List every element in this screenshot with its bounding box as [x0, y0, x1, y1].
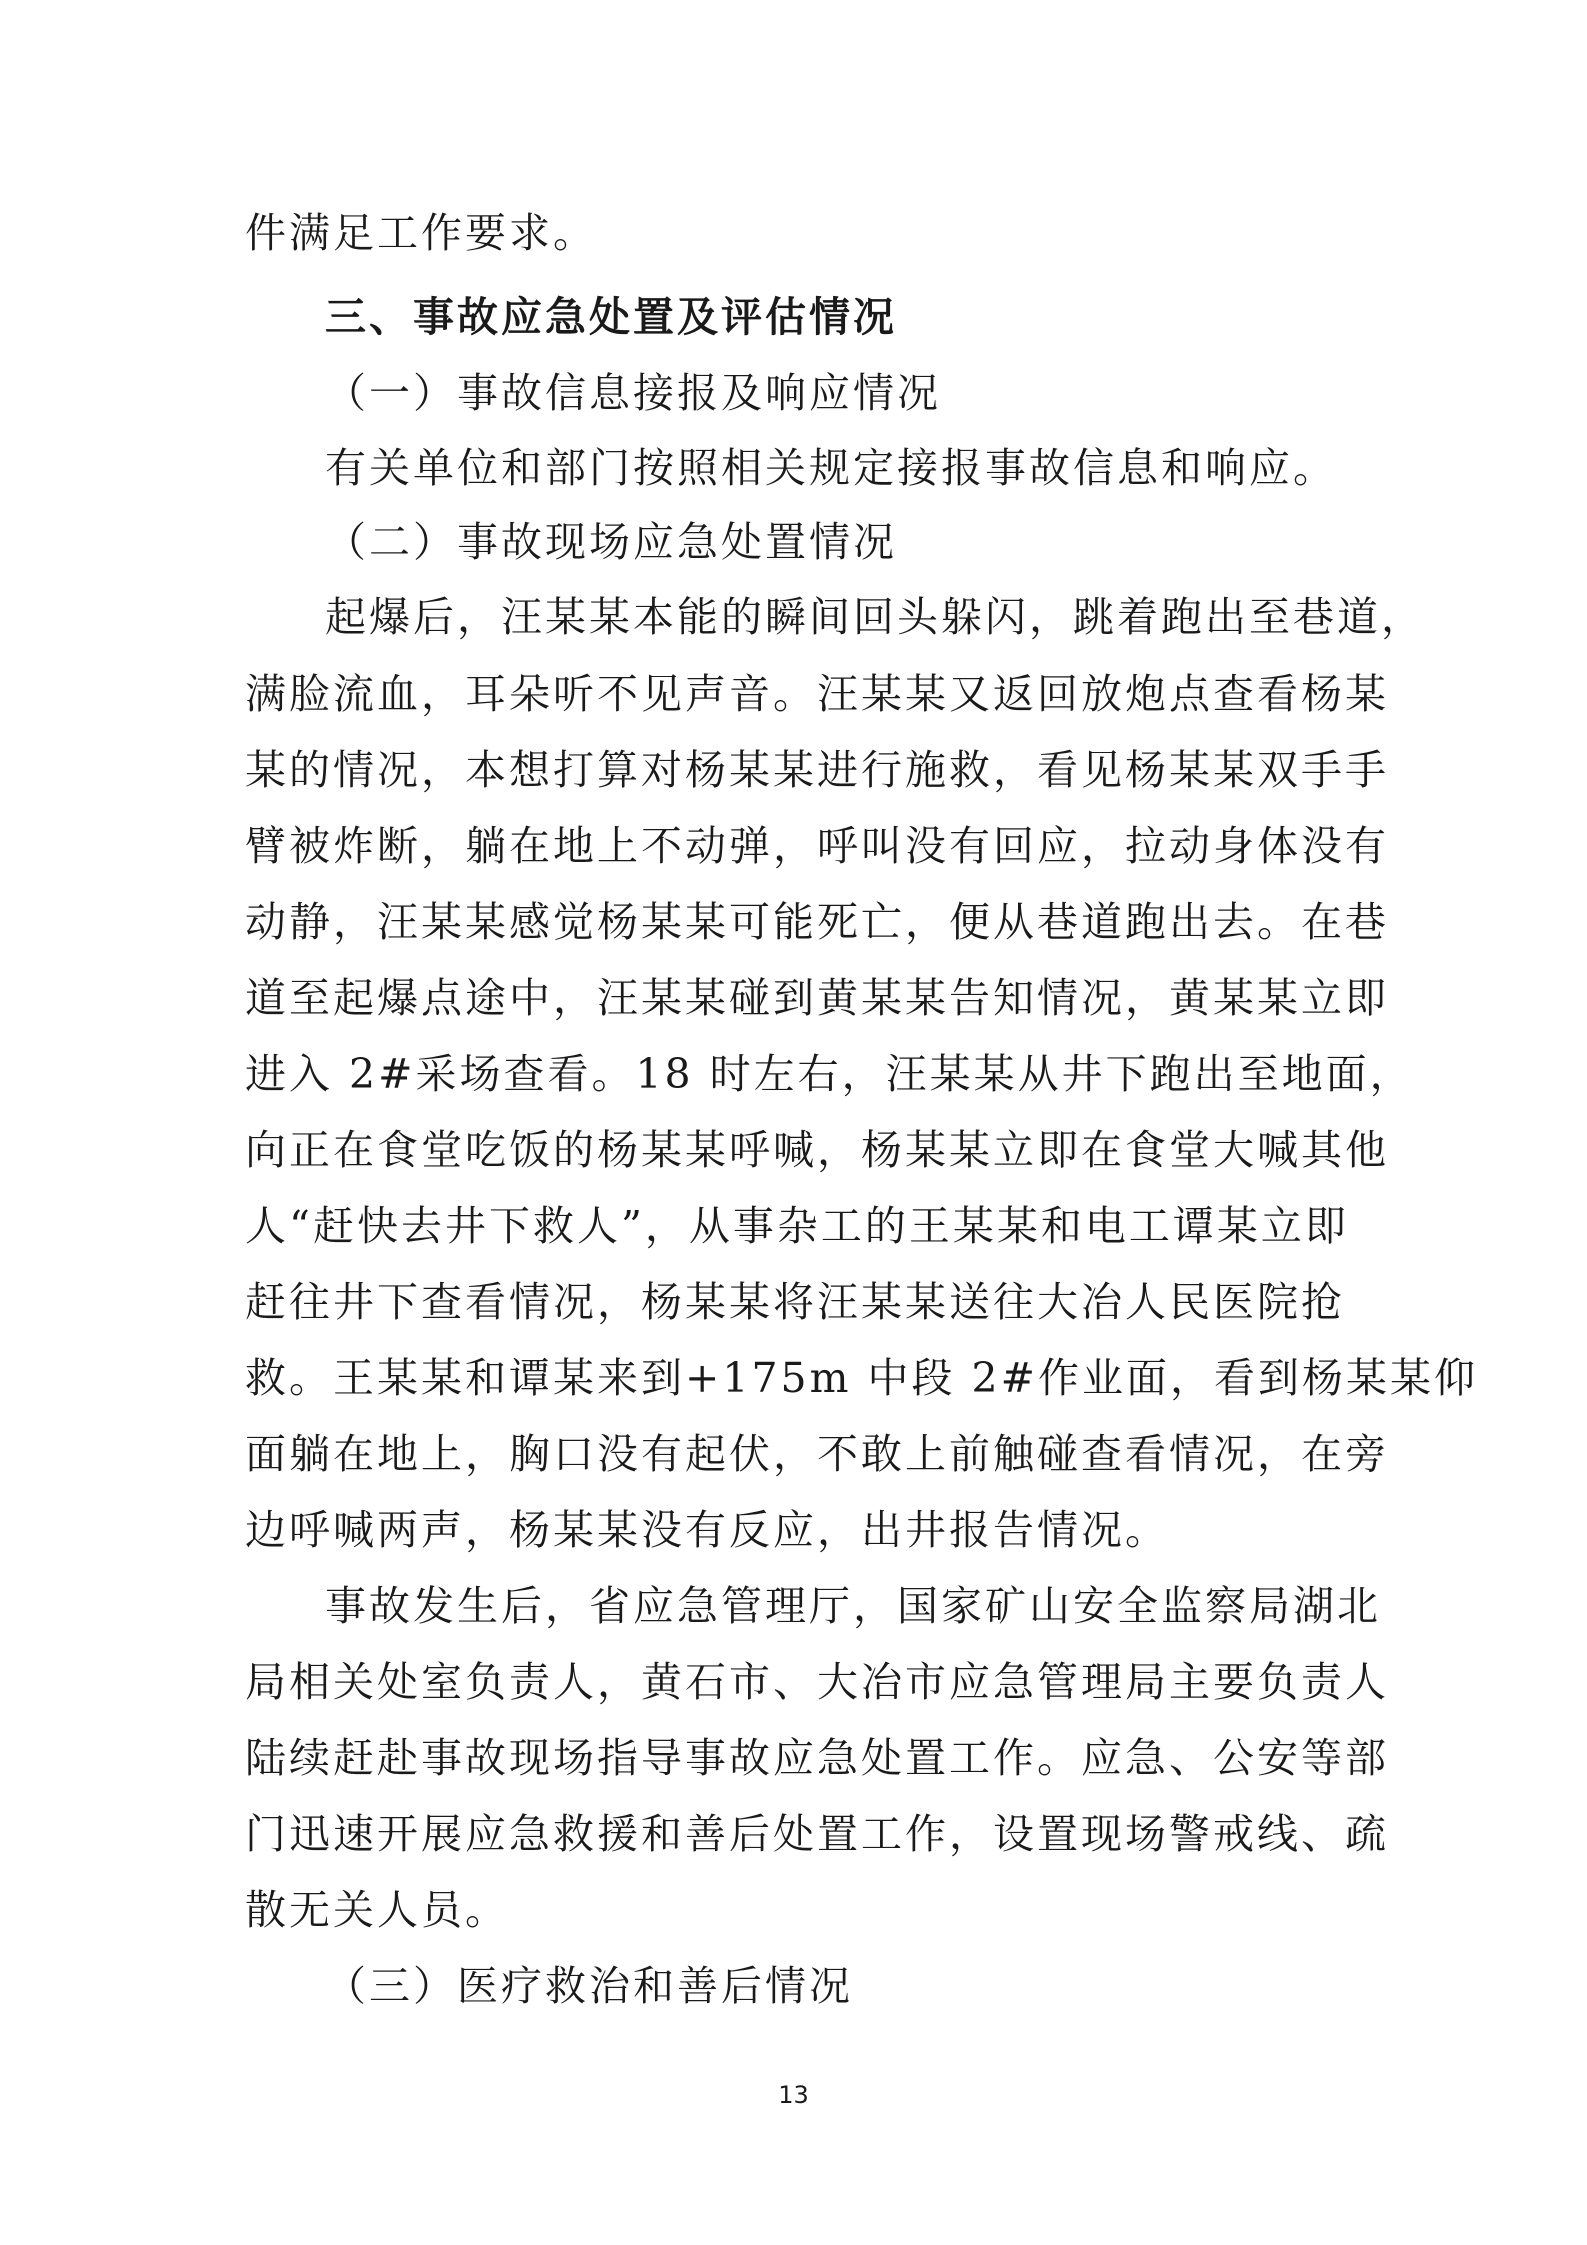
paragraph-line: 有关单位和部门按照相关规定接报事故信息和响应。 — [325, 444, 1337, 492]
paragraph-line: 动静，汪某某感觉杨某某可能死亡，便从巷道跑出去。在巷 — [245, 898, 1389, 946]
page-number: 13 — [778, 2081, 809, 2109]
paragraph-line: 某的情况，本想打算对杨某某进行施救，看见杨某某双手手 — [245, 746, 1389, 794]
paragraph-line: 满脸流血，耳朵听不见声音。汪某某又返回放炮点查看杨某 — [245, 670, 1389, 718]
subsection-heading: （二）事故现场应急处置情况 — [325, 518, 897, 566]
paragraph-line: 赶往井下查看情况，杨某某将汪某某送往大冶人民医院抢 — [245, 1278, 1345, 1326]
paragraph-line: 陆续赶赴事故现场指导事故应急处置工作。应急、公安等部 — [245, 1734, 1389, 1782]
paragraph-line: 散无关人员。 — [245, 1886, 509, 1934]
section-heading: 三、事故应急处置及评估情况 — [325, 293, 897, 341]
paragraph-line: 人“赶快去井下救人”，从事杂工的王某某和电工谭某立即 — [245, 1202, 1349, 1250]
paragraph-line: 事故发生后，省应急管理厅，国家矿山安全监察局湖北 — [325, 1582, 1381, 1630]
paragraph-line: 向正在食堂吃饭的杨某某呼喊，杨某某立即在食堂大喊其他 — [245, 1126, 1389, 1174]
paragraph-line: 件满足工作要求。 — [245, 209, 597, 257]
subsection-heading: （三）医疗救治和善后情况 — [325, 1962, 853, 2010]
paragraph-line: 救。王某某和谭某来到+175m 中段 2#作业面，看到杨某某仰 — [245, 1354, 1478, 1402]
paragraph-line: 臂被炸断，躺在地上不动弹，呼叫没有回应，拉动身体没有 — [245, 822, 1389, 870]
paragraph-line: 进入 2#采场查看。18 时左右，汪某某从井下跑出至地面， — [245, 1050, 1414, 1098]
subsection-heading: （一）事故信息接报及响应情况 — [325, 369, 941, 417]
paragraph-line: 道至起爆点途中，汪某某碰到黄某某告知情况，黄某某立即 — [245, 974, 1389, 1022]
paragraph-line: 门迅速开展应急救援和善后处置工作，设置现场警戒线、疏 — [245, 1810, 1389, 1858]
paragraph-line: 面躺在地上，胸口没有起伏，不敢上前触碰查看情况，在旁 — [245, 1430, 1389, 1478]
paragraph-line: 局相关处室负责人，黄石市、大冶市应急管理局主要负责人 — [245, 1658, 1389, 1706]
paragraph-line: 边呼喊两声，杨某某没有反应，出井报告情况。 — [245, 1506, 1169, 1554]
paragraph-line: 起爆后，汪某某本能的瞬间回头躲闪，跳着跑出至巷道， — [325, 593, 1425, 641]
